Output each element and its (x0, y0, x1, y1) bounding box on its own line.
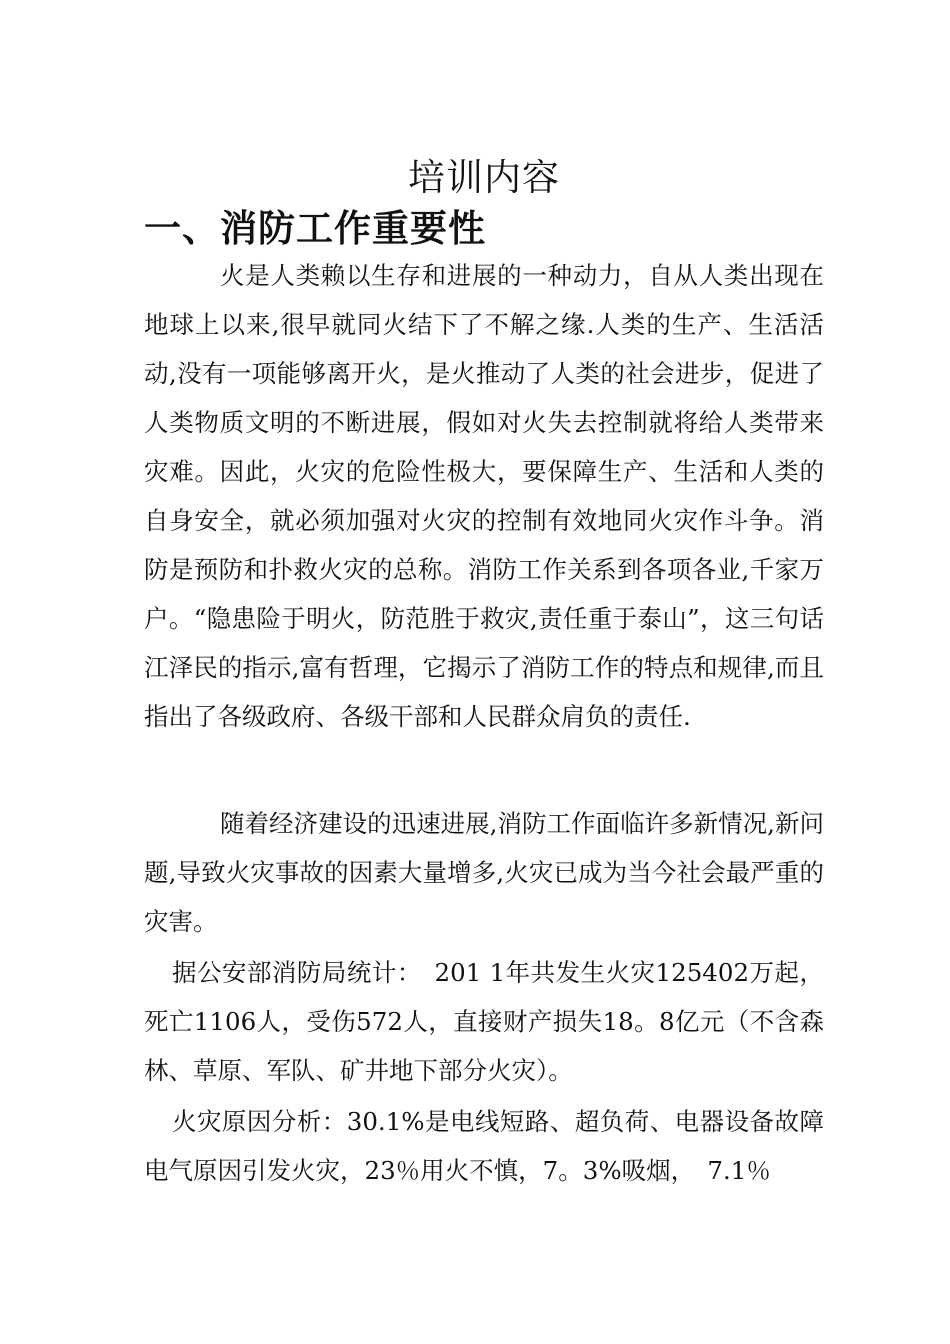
paragraph-new-situation: 随着经济建设的迅速进展,消防工作面临许多新情况,新问题,导致火灾事故的因素大量增多,火灾已成为当今社会最严重的灾害。 (144, 809, 824, 936)
document-title: 培训内容 (408, 156, 560, 199)
section-heading: 一、消防工作重要性 (144, 207, 486, 250)
paragraph-statistics: 据公安部消防局统计： 201 1年共发生火灾125402万起，死亡1106人，受伤572人，直接财产损失18。8亿元（不含森林、草原、军队、矿井地下部分火灾）。 (144, 958, 824, 1085)
paragraph-importance: 火是人类赖以生存和进展的一种动力，自从人类出现在地球上以来,很早就同火结下了不解之缘.人类的生产、生活活动,没有一项能够离开火，是火推动了人类的社会进步，促进了人类物质文明的不断进展，假如对火失去控制就将给人类带来灾难。因此，火灾的危险性极大，要保障生产、生活和人类的自身安全，就必须加强对火灾的控制有效地同火灾作斗争。消防是预防和扑救火灾的总称。消防工作关系到各项各业,千家万户。“隐患险于明火，防范胜于救灾,责任重于泰山”，这三句话江泽民的指示,富有哲理，它揭示了消防工作的特点和规律,而且指出了各级政府、各级干部和人民群众肩负的责任. (144, 261, 824, 731)
paragraph-cause-analysis: 火灾原因分析：30.1%是电线短路、超负荷、电器设备故障电气原因引发火灾，23％用火不慎，7。3%吸烟， 7.1％ (144, 1107, 824, 1185)
